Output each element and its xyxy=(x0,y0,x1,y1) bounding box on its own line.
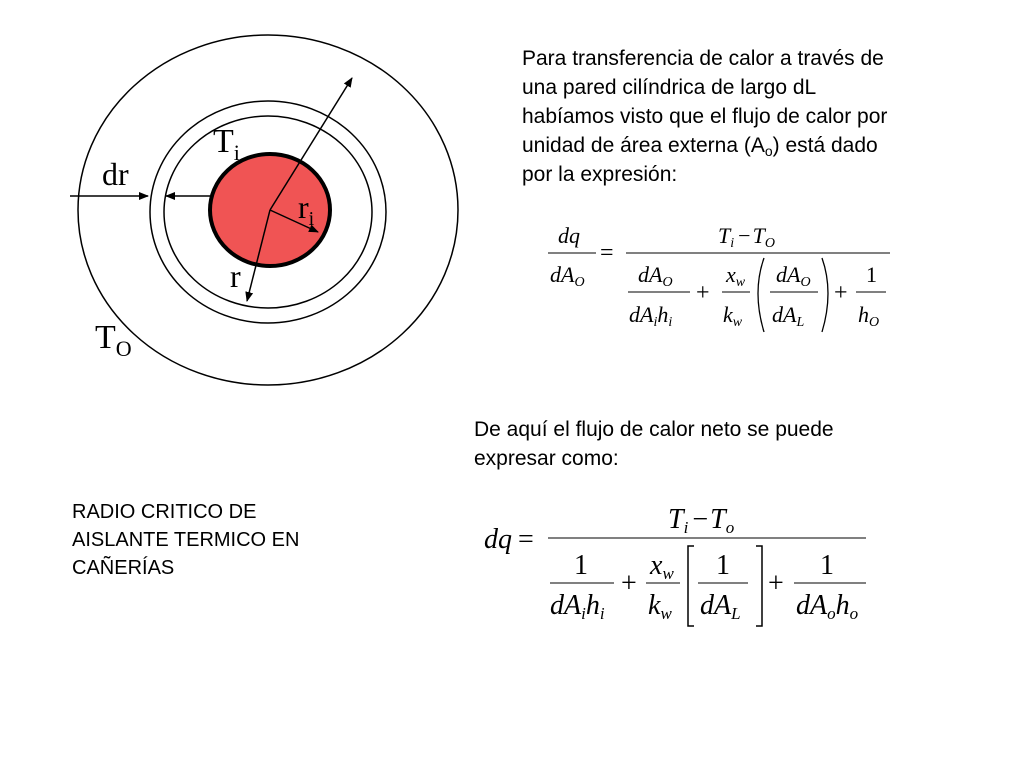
eq1-plus-1: + xyxy=(696,280,710,306)
intro-line-4-post: ) está dado xyxy=(772,134,878,157)
net-flow-line-2: expresar como: xyxy=(474,447,619,470)
eq1-term4-denominator: hO xyxy=(858,302,880,330)
eq1-right-paren xyxy=(822,258,828,332)
eq2-term3-numerator: 1 xyxy=(716,550,730,581)
eq1-term2-denominator: kw xyxy=(723,302,743,330)
equation-net-heat-flow xyxy=(484,504,866,626)
eq1-numerator: Ti −TO xyxy=(718,223,775,251)
eq1-plus-2: + xyxy=(834,280,848,306)
eq1-term1-denominator: dAihi xyxy=(629,302,673,330)
intro-line-3: habíamos visto que el flujo de calor por xyxy=(522,105,888,128)
eq1-term1-numerator: dAO xyxy=(638,262,673,290)
eq1-term3-denominator: dAL xyxy=(772,302,805,330)
eq2-numerator: Ti −To xyxy=(668,504,735,537)
heading-line-2: AISLANTE TERMICO EN xyxy=(72,529,300,551)
net-flow-line-1: De aquí el flujo de calor neto se puede xyxy=(474,418,834,441)
intro-paragraph xyxy=(522,44,992,189)
eq2-term1-denominator: dAihi xyxy=(550,590,605,623)
eq1-term2-numerator: xw xyxy=(726,262,746,290)
eq1-lhs-denominator: dAO xyxy=(550,262,585,290)
eq1-left-paren xyxy=(758,258,764,332)
section-heading xyxy=(72,498,412,582)
intro-line-2: una pared cilíndrica de largo dL xyxy=(522,76,817,99)
eq1-term3-numerator: dAO xyxy=(776,262,811,290)
label-ri: $r_i$ xyxy=(298,189,315,230)
eq2-term3-denominator: dAL xyxy=(700,590,741,623)
net-flow-paragraph xyxy=(474,415,974,473)
eq1-equals: = xyxy=(600,240,614,266)
eq2-term1-numerator: 1 xyxy=(574,550,588,581)
eq2-term2-denominator: kw xyxy=(648,590,672,623)
eq1-lhs-numerator: dq xyxy=(558,223,580,248)
eq2-term2-numerator: xw xyxy=(650,550,674,583)
eq2-term4-numerator: 1 xyxy=(820,550,834,581)
eq2-equals: = xyxy=(518,524,534,555)
heading-line-3: CAÑERÍAS xyxy=(72,557,175,579)
eq2-left-bracket xyxy=(688,546,694,626)
intro-line-1: Para transferencia de calor a través de xyxy=(522,47,884,70)
eq2-plus-1: + xyxy=(621,568,637,599)
eq2-term4-denominator: dAoho xyxy=(796,590,859,623)
eq2-plus-2: + xyxy=(768,568,784,599)
label-dr: dr xyxy=(102,156,129,192)
eq2-lhs: dq xyxy=(484,524,512,555)
intro-line-5: por la expresión: xyxy=(522,163,678,186)
heading-line-1: RADIO CRITICO DE xyxy=(72,501,257,523)
eq1-term4-numerator: 1 xyxy=(866,262,877,287)
label-r: r xyxy=(230,258,241,294)
intro-line-4-sub: o xyxy=(764,143,773,159)
equation-heat-flux-per-area xyxy=(548,223,890,332)
eq2-right-bracket xyxy=(756,546,762,626)
label-to: $T_O$ xyxy=(95,319,132,361)
intro-line-4 xyxy=(522,131,992,160)
intro-line-4-pre: unidad de área externa (A xyxy=(522,134,765,157)
label-ti: $T_i$ xyxy=(213,123,240,165)
